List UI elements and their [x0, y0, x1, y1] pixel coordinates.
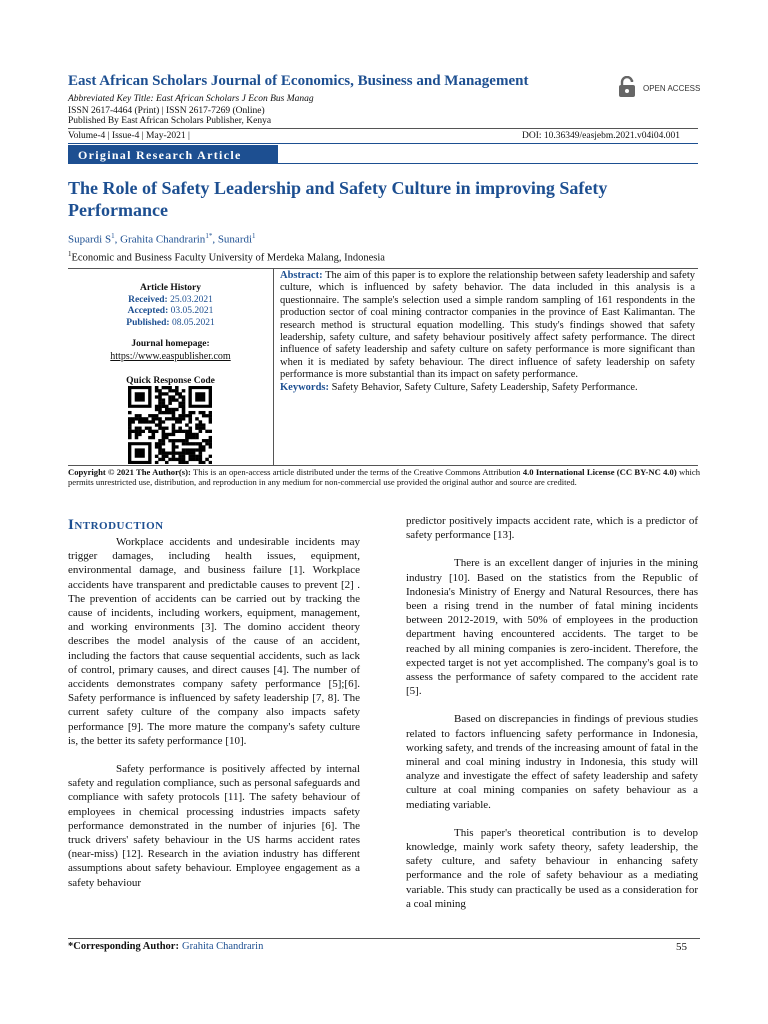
abstract-label: Abstract:	[280, 270, 323, 281]
footer-divider	[68, 938, 700, 939]
received-date: 25.03.2021	[170, 294, 213, 305]
publisher-line: Published By East African Scholars Publisher, Kenya	[68, 116, 272, 126]
homepage-link[interactable]: https://www.easpublisher.com	[110, 351, 231, 362]
info-box-bottom-rule	[68, 465, 698, 466]
affiliation-text: Economic and Business Faculty University of Merdeka Malang, Indonesia	[71, 252, 385, 264]
author-affil-mark: 1	[252, 232, 256, 240]
homepage-heading: Journal homepage:	[131, 339, 210, 349]
author-name[interactable]: Grahita Chandrarin	[120, 233, 206, 246]
received-row	[78, 295, 263, 307]
published-label: Published:	[126, 317, 170, 328]
affiliation-mark: 1	[68, 250, 72, 258]
abbreviated-title: Abbreviated Key Title: East African Scholars J Econ Bus Manag	[68, 94, 314, 104]
author-name[interactable]: Sunardi	[217, 233, 253, 246]
open-access-label: OPEN ACCESS	[643, 84, 701, 93]
section-heading-introduction: Introduction	[68, 517, 164, 533]
history-heading: Article History	[140, 283, 201, 293]
accepted-row	[78, 306, 263, 318]
qr-heading: Quick Response Code	[126, 376, 215, 386]
corresponding-author-name[interactable]: Grahita Chandrarin	[182, 941, 264, 952]
header-divider	[68, 128, 698, 129]
published-date: 08.05.2021	[171, 317, 215, 328]
article-type-rule	[278, 163, 698, 164]
issn-line: ISSN 2617-4464 (Print) | ISSN 2617-7269 (Online)	[68, 106, 265, 116]
article-history	[78, 283, 263, 329]
published-row	[78, 318, 263, 330]
doi[interactable]: DOI: 10.36349/easjebm.2021.v04i04.001	[522, 131, 681, 141]
info-box-top-rule	[68, 268, 698, 269]
journal-title: East African Scholars Journal of Economics, Business and Management	[68, 73, 529, 89]
qr-code-icon[interactable]	[128, 386, 212, 464]
abstract-text: The aim of this paper is to explore the relationship between safety leadership and safety culture, which is influenced by safety behavior. The data included in this analysis is a questionnaire. The sample's selection used a simple random sampling of 161 respondents in the production sector of coal mining contractor companies in the province of East Kalimantan. The research method is structural equation modelling. This study's findings showed that safety leadership, safety culture, and safety behaviour positively affect safety performance. The direct influence of safety leadership and safety culture on safety performance is more significant than when it is mediated by safety behaviour. The direct influence of safety leadership on safety performance is more substantial than its impact on safety performance.	[280, 270, 695, 381]
corresponding-author-label: *Corresponding Author:	[68, 941, 179, 952]
lock-icon	[618, 76, 636, 98]
page-number: 55	[676, 941, 687, 953]
body-column-left	[68, 535, 360, 890]
body-paragraph: Based on discrepancies in findings of previous studies related to factors influencing safety performance in Indonesia, working safety, and trends of the increasing amount of fatal in the mineral and coal mining industry in Indonesia, this study will analyze and investigate the effect of safety leadership and safety culture at coal mining companies on safety behaviour as a mediating variable.	[406, 713, 698, 811]
keywords-text: Safety Behavior, Safety Culture, Safety Leadership, Safety Performance.	[331, 381, 638, 393]
body-paragraph: There is an excellent danger of injuries in the mining industry [10]. Based on the statistics from the Republic of Indonesia's Ministry of Energy and Natural Resources, there has been a rising trend in the number of fatal mining incidents between 2012-2019, with 50% of employees in the production department having encountered accidents. The target to be reached by all mining companies is zero-incident. Therefore, the expected target is not yet accomplished. The company's goal is to assess the performance of safety compared to the accident rate [5].	[406, 557, 698, 698]
copyright-label: Copyright © 2021 The Author(s):	[68, 467, 191, 477]
abstract	[280, 270, 695, 394]
body-column-right	[406, 514, 698, 911]
keywords-label: Keywords:	[280, 381, 329, 393]
author-affil-mark: 1*	[205, 232, 213, 240]
author-affil-mark: 1	[111, 232, 115, 240]
received-label: Received:	[128, 294, 168, 305]
affiliation	[68, 250, 385, 264]
header-divider-2	[68, 143, 698, 144]
author-list: Supardi $S^1$, Grahita Chandrarin$^{1*}$, Sunardi$^1$	[68, 232, 256, 246]
body-paragraph: Workplace accidents and undesirable incidents may trigger damages, including health issues, equipment, environmental damage, and business failure [1]. Workplace accidents have transparent and predictable causes to prevent [2] . The prevention of accidents can be carried out by tracking the cause of incidents, including workers, equipment, management, and working environments [3]. The domino accident theory describes the model analysis of the cause of an accident, including the factors that cause sequential accidents, such as lack of control, primary causes, and direct causes [4]. The number of accidents demonstrates company safety performance [5];[6]. Safety performance is influenced by safety leadership [7, 8]. The current safety culture of the company also impacts safety performance [9]. The more mature the company's safety culture is, the better its safety performance [10].	[68, 536, 360, 747]
copyright-text-tail: which permits unrestricted use, distribution, and reproduction in any medium for non-commercial use provided the original author and source are credited.	[68, 467, 700, 488]
accepted-date: 03.05.2021	[170, 306, 214, 316]
body-paragraph: Safety performance is positively affected by internal safety and regulation compliance, such as personal safeguards and compliance with safety protocols [11]. The safety behaviour of employees in chemical processing industries impacts safety performance demonstrated in the number of injuries [6]. The truck drivers' safety behaviour in the US harms accident rates (near-miss) [12]. Research in the aviation industry has different assumptions about safety behaviour. Employee engagement as a safety behaviour	[68, 763, 360, 889]
article-title: The Role of Safety Leadership and Safety Culture in improving Safety Performance	[68, 178, 608, 220]
article-type-label: Original Research Article	[78, 148, 242, 162]
copyright-notice	[68, 467, 700, 488]
volume-issue: Volume-4 | Issue-4 | May-2021 |	[68, 131, 190, 141]
accepted-label: Accepted:	[127, 306, 169, 316]
body-paragraph: This paper's theoretical contribution is to develop knowledge, mainly work safety theory, safety leadership, the safety culture, and safety behaviour in enhancing safety performance and the role of safety behaviour as a mediating variable. This study can practically be used as a consideration for a coal mining	[406, 826, 698, 910]
license-name[interactable]: 4.0 International License (CC BY-NC 4.0)	[522, 467, 677, 477]
copyright-text: This is an open-access article distributed under the terms of the Creative Commons Attribution	[192, 467, 521, 477]
info-box-divider	[273, 269, 274, 465]
body-paragraph: predictor positively impacts accident rate, which is a predictor of safety performance [13].	[406, 515, 698, 542]
author-name[interactable]: Supardi S	[68, 233, 112, 246]
